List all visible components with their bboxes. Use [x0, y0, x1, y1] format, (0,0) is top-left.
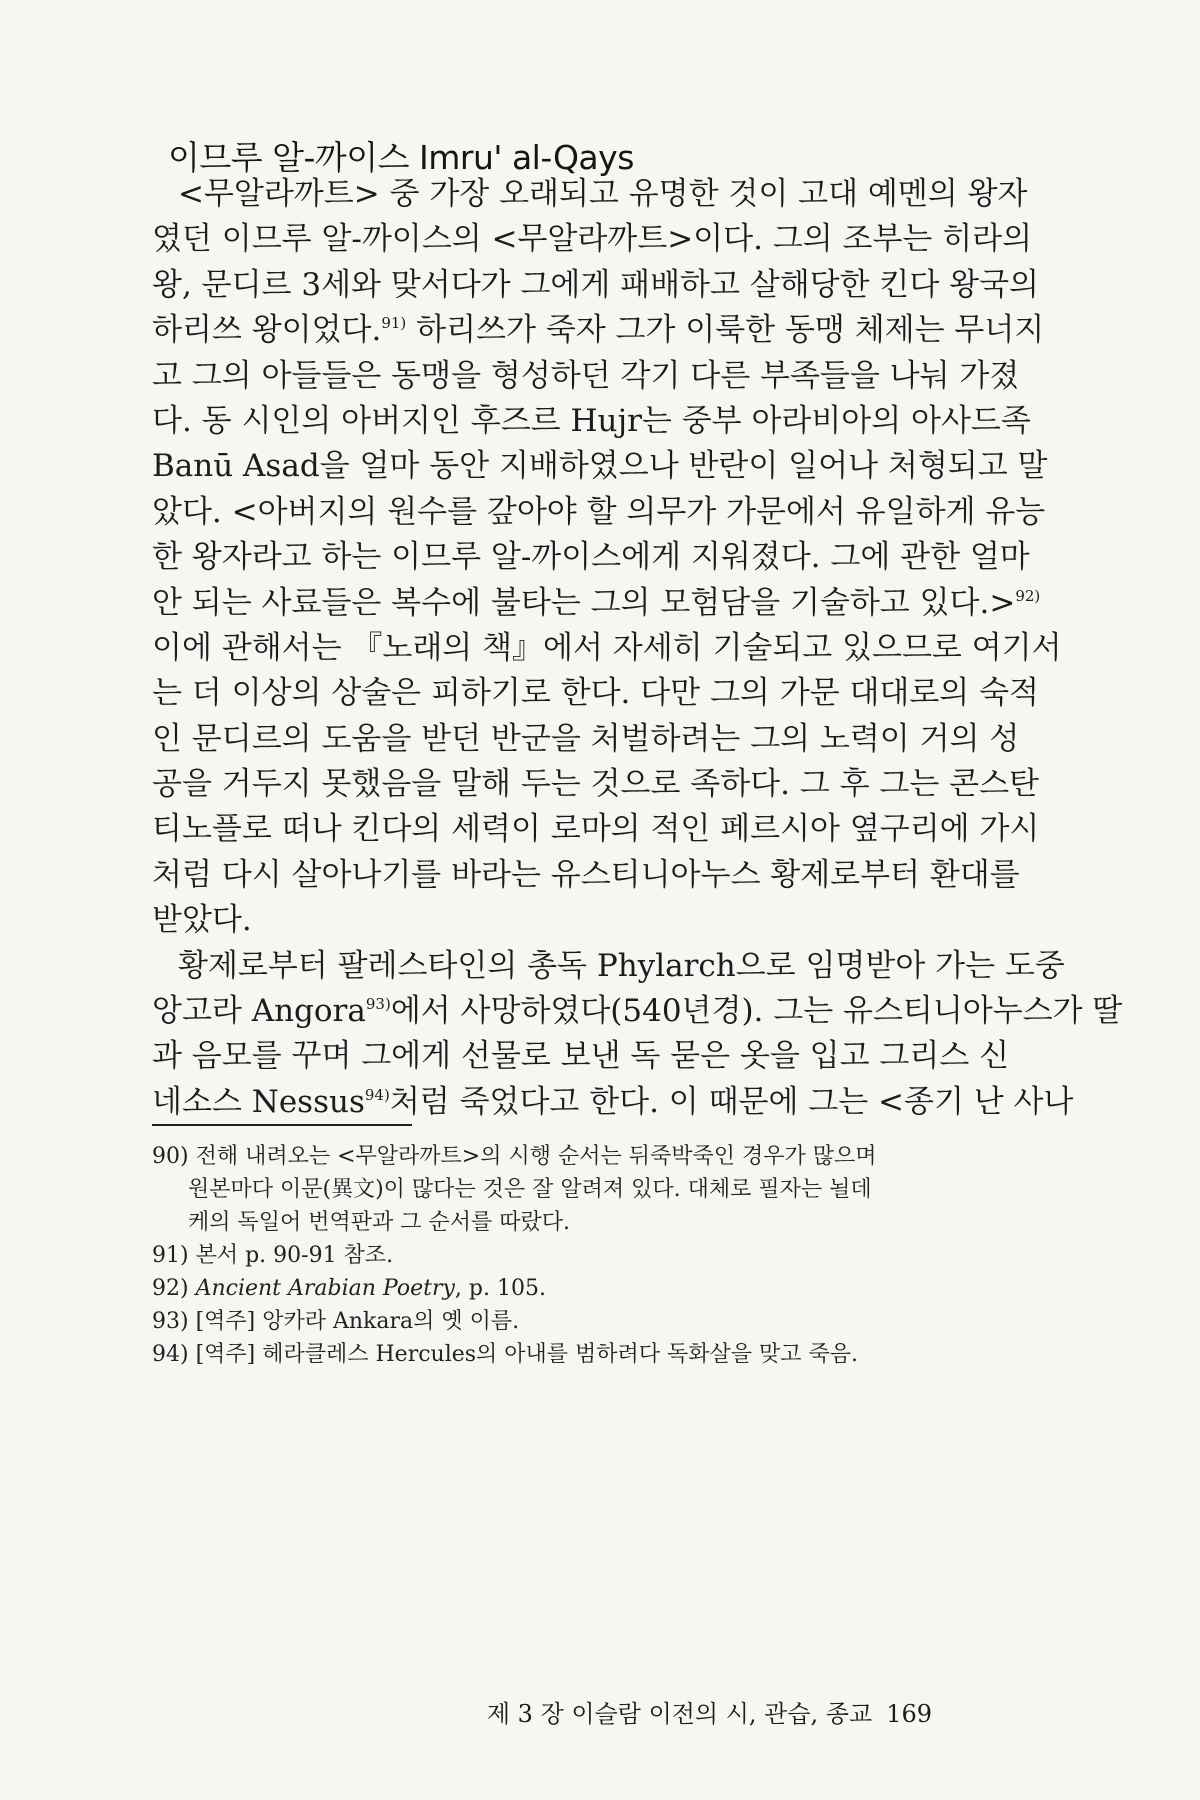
line-text: 하리쓰 왕이었다. — [152, 312, 382, 349]
footnote-ref: 93) — [365, 995, 391, 1014]
footnote-text: [역주] 앙카라 Ankara의 옛 이름. — [195, 1309, 520, 1334]
body-line — [152, 717, 1020, 762]
body-line — [152, 944, 1065, 989]
body-text — [152, 172, 1123, 1125]
footnote-91 — [152, 1239, 932, 1272]
footnote-number: 93) — [152, 1309, 189, 1334]
body-line — [152, 581, 1041, 626]
line-text: 공을 거두지 못했음을 말해 두는 것으로 족하다. 그 후 그는 콘스탄 — [152, 766, 1039, 803]
line-text: 앙고라 Angora — [152, 993, 366, 1030]
body-line — [152, 263, 1040, 308]
body-line — [152, 1080, 1074, 1125]
line-text: 였던 이므루 알-까이스의 <무알라까트>이다. 그의 조부는 히라의 — [152, 221, 1033, 258]
footnote-number: 92) — [152, 1276, 189, 1301]
footnote-90 — [152, 1140, 932, 1239]
line-text: 황제로부터 팔레스타인의 총독 Phylarch으로 임명받아 가는 도중 — [178, 947, 1065, 984]
line-text: 과 음모를 꾸며 그에게 선물로 보낸 독 묻은 옷을 입고 그리스 신 — [152, 1038, 1010, 1075]
line-text: 네소스 Nessus — [152, 1083, 365, 1120]
footnote-ref: 92) — [1015, 586, 1041, 605]
footnote-text: 케의 독일어 번역판과 그 순서를 따랐다. — [188, 1210, 570, 1235]
body-line — [152, 989, 1123, 1034]
line-text: 는 더 이상의 상술은 피하기로 한다. 다만 그의 가문 대대로의 숙적 — [152, 675, 1039, 712]
body-line — [152, 399, 1031, 444]
line-text: 왕, 문디르 3세와 맞서다가 그에게 패배하고 살해당한 킨다 왕국의 — [152, 266, 1040, 303]
footnotes — [152, 1140, 932, 1371]
line-text: 이에 관해서는 『노래의 책』에서 자세히 기술되고 있으므로 여기서 — [152, 629, 1062, 666]
body-line — [152, 444, 1048, 489]
line-text: 처럼 죽었다고 한다. 이 때문에 그는 <종기 난 사나 — [389, 1083, 1074, 1120]
footnote-ref: 94) — [364, 1085, 390, 1104]
footnote-text: 본서 p. 90-91 참조. — [195, 1243, 394, 1268]
footnote-93 — [152, 1305, 932, 1338]
line-text: 처럼 다시 살아나기를 바라는 유스티니아누스 황제로부터 환대를 — [152, 856, 1020, 893]
line-text: 안 되는 사료들은 복수에 불타는 그의 모험담을 기술하고 있다.> — [152, 584, 1016, 621]
body-line — [152, 354, 1020, 399]
body-line — [152, 490, 1046, 535]
line-text: Banū Asad을 얼마 동안 지배하였으나 반란이 일어나 처형되고 말 — [152, 448, 1048, 485]
body-line — [152, 853, 1020, 898]
footnote-number: 94) — [152, 1342, 189, 1367]
line-text: 하리쓰가 죽자 그가 이룩한 동맹 체제는 무너지 — [406, 312, 1045, 349]
footnote-text: 원본마다 이문(異文)이 많다는 것은 잘 알려져 있다. 대체로 필자는 뇔데 — [188, 1177, 872, 1202]
body-line — [152, 308, 1045, 353]
body-line — [152, 898, 932, 943]
body-line — [152, 626, 1062, 671]
line-text: 티노플로 떠나 킨다의 세력이 로마의 적인 페르시아 옆구리에 가시 — [152, 811, 1040, 848]
line-text: 고 그의 아들들은 동맹을 형성하던 각기 다른 부족들을 나눠 가졌 — [152, 357, 1020, 394]
line-text: 다. 동 시인의 아버지인 후즈르 Hujr는 중부 아라비아의 아사드족 — [152, 402, 1031, 439]
body-line — [152, 807, 1040, 852]
page-number: 169 — [886, 1700, 932, 1728]
body-line — [152, 217, 1033, 262]
running-footer — [487, 1694, 932, 1729]
line-text: 았다. <아버지의 원수를 갚아야 할 의무가 가문에서 유일하게 유능 — [152, 493, 1046, 530]
section-heading: 이므루 알-까이스 Imru' al-Qays — [168, 138, 634, 177]
footnote-92 — [152, 1272, 932, 1305]
footnote-text: 전해 내려오는 <무알라까트>의 시행 순서는 뒤죽박죽인 경우가 많으며 — [195, 1144, 877, 1169]
line-text: 받았다. — [152, 902, 252, 939]
body-line — [152, 762, 1039, 807]
body-line — [152, 1034, 1010, 1079]
line-text: 인 문디르의 도움을 받던 반군을 처벌하려는 그의 노력이 거의 성 — [152, 720, 1020, 757]
footnote-text: , p. 105. — [454, 1276, 546, 1301]
footnote-text: [역주] 헤라클레스 Hercules의 아내를 범하려다 독화살을 맞고 죽음. — [195, 1342, 859, 1367]
chapter-title: 제 3 장 이슬람 이전의 시, 관습, 종교 — [486, 1700, 873, 1728]
footnote-number: 90) — [152, 1144, 189, 1169]
footnote-source-title: Ancient Arabian Poetry — [195, 1276, 455, 1301]
footnote-number: 91) — [152, 1243, 189, 1268]
line-text: 한 왕자라고 하는 이므루 알-까이스에게 지워졌다. 그에 관한 얼마 — [152, 539, 1030, 576]
line-text: <무알라까트> 중 가장 오래되고 유명한 것이 고대 예멘의 왕자 — [178, 176, 1028, 212]
body-line — [152, 671, 1039, 716]
body-line — [152, 535, 1030, 580]
footnote-94 — [152, 1338, 932, 1371]
body-line — [152, 172, 1028, 217]
footnote-ref: 91) — [381, 314, 407, 333]
line-text: 에서 사망하였다(540년경). 그는 유스티니아누스가 딸 — [390, 993, 1123, 1030]
footnote-divider — [152, 1124, 412, 1126]
